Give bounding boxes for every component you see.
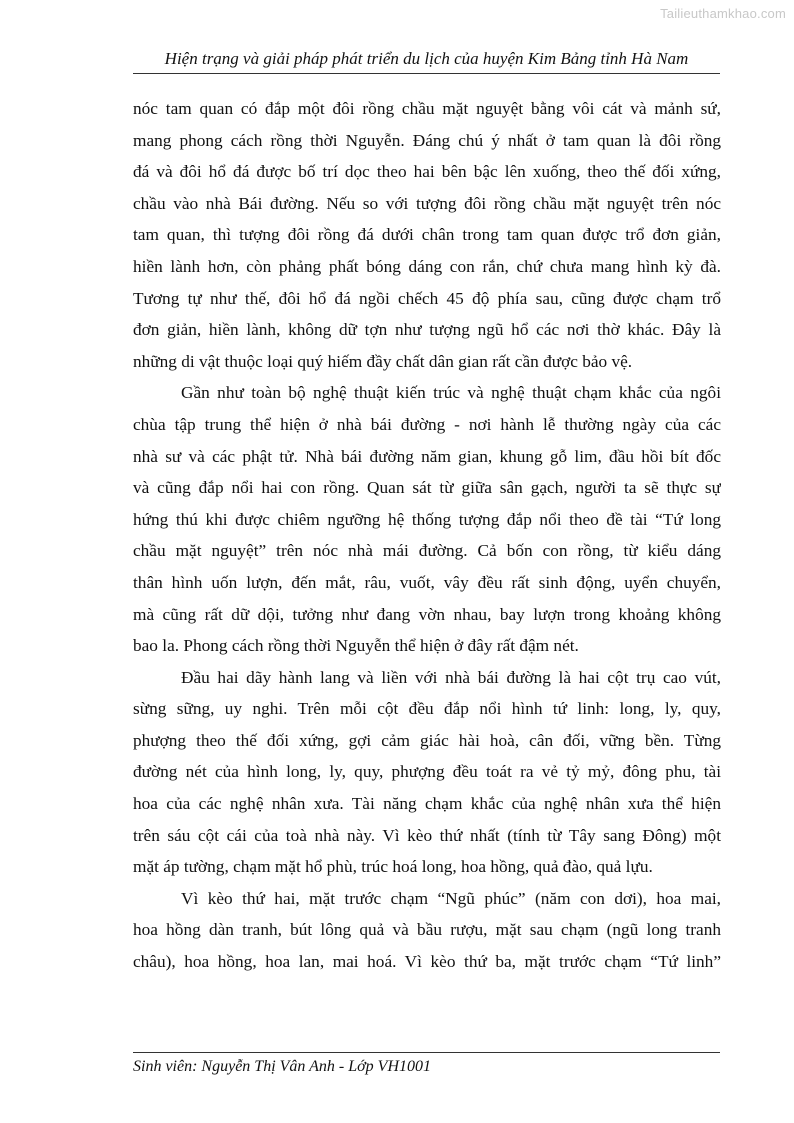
paragraph	[133, 93, 721, 377]
document-body	[133, 93, 721, 978]
text-line: chầu mặt nguyệt” trên nóc nhà mái đường. Cả bốn con rồng, từ kiểu dáng	[133, 541, 721, 561]
text-line: Gần như toàn bộ nghệ thuật kiến trúc và nghệ thuật chạm khắc của ngôi	[181, 383, 721, 403]
paragraph	[133, 662, 721, 883]
text-line: nhà sư và các phật tử. Nhà bái đường năm gian, khung gỗ lim, đầu hồi bít đốc	[133, 446, 721, 466]
page-header-title: Hiện trạng và giải pháp phát triển du lịch của huyện Kim Bảng tỉnh Hà Nam	[164, 49, 689, 68]
text-line: hoa của các nghệ nhân xưa. Tài năng chạm khắc của nghệ nhân xưa thể hiện	[133, 794, 721, 814]
watermark-text: Tailieuthamkhao.com	[660, 6, 786, 21]
text-line: châu), hoa hồng, hoa lan, mai hoá. Vì kèo thứ ba, mặt trước chạm “Tứ linh”	[133, 952, 721, 972]
text-line: Vì kèo thứ hai, mặt trước chạm “Ngũ phúc” (năm con dơi), hoa mai,	[181, 888, 721, 908]
text-line: thân hình uốn lượn, đến mắt, râu, vuốt, vây đều rất sinh động, uyển chuyển,	[133, 572, 721, 592]
text-line: mà cũng rất dữ dội, tưởng như đang vờn nhau, bay lượn trong khoảng không	[133, 604, 721, 624]
text-line: đường nét của hình long, ly, quy, phượng đều toát ra vẻ tỷ mỷ, đông phu, tài	[133, 762, 721, 782]
paragraph	[133, 883, 721, 978]
text-line: sừng sững, uy nghi. Trên mỗi cột đều đắp nổi hình tứ linh: long, ly, quy,	[133, 699, 721, 719]
text-line: Đầu hai dãy hành lang và liền với nhà bái đường là hai cột trụ cao vút,	[181, 667, 721, 687]
text-line: những di vật thuộc loại quý hiếm đầy chất dân gian rất cần được bảo vệ.	[133, 351, 633, 371]
header-divider	[133, 73, 720, 74]
footer-divider	[133, 1052, 720, 1053]
text-line: phượng theo thế đối xứng, gợi cảm giác hài hoà, cân đối, vững bền. Từng	[133, 730, 721, 750]
text-line: trên sáu cột cái của toà nhà này. Vì kèo thứ nhất (tính từ Tây sang Đông) một	[133, 825, 721, 845]
page-footer-author: Sinh viên: Nguyễn Thị Vân Anh - Lớp VH1001	[133, 1058, 431, 1075]
text-line: Tương tự như thế, đôi hổ đá ngồi chếch 45 độ phía sau, cũng được chạm trổ	[133, 288, 721, 308]
text-line: và cũng đắp nổi hai con rồng. Quan sát từ giữa sân gạch, người ta sẽ thực sự	[133, 478, 721, 498]
text-line: tam quan, thì tượng đôi rồng đá dưới chân trong tam quan được trổ đơn giản,	[133, 225, 721, 245]
text-line: đá và đôi hổ đá được bố trí dọc theo hai bên bậc lên xuống, theo thế đối xứng,	[133, 162, 721, 182]
text-line: nóc tam quan có đắp một đôi rồng chầu mặt nguyệt bằng vôi cát và mảnh sứ,	[133, 99, 721, 118]
text-line: hứng thú khi được chiêm ngưỡng hệ thống tượng đắp nổi theo đề tài “Tứ long	[133, 509, 721, 529]
text-line: bao la. Phong cách rồng thời Nguyễn thể hiện ở đây rất đậm nét.	[133, 636, 579, 656]
text-line: đơn giản, hiền lành, không dữ tợn như tượng ngũ hổ các nơi thờ khác. Đây là	[133, 320, 721, 340]
text-line: mang phong cách rồng thời Nguyễn. Đáng chú ý nhất ở tam quan là đôi rồng	[133, 130, 721, 150]
text-line: chầu vào nhà Bái đường. Nếu so với tượng đôi rồng chầu mặt nguyệt trên nóc	[133, 193, 721, 213]
text-line: mặt áp tường, chạm mặt hổ phù, trúc hoá long, hoa hồng, quả đào, quả lựu.	[133, 857, 653, 877]
text-line: hoa hồng dàn tranh, bút lông quả và bầu rượu, mặt sau chạm (ngũ long tranh	[133, 920, 721, 940]
text-line: hiền lành hơn, còn phảng phất bóng dáng con rắn, chứ chưa mang hình kỳ đà.	[133, 256, 721, 276]
paragraph	[133, 377, 721, 661]
text-line: chùa tập trung thể hiện ở nhà bái đường - nơi hành lễ thường ngày của các	[133, 414, 721, 434]
